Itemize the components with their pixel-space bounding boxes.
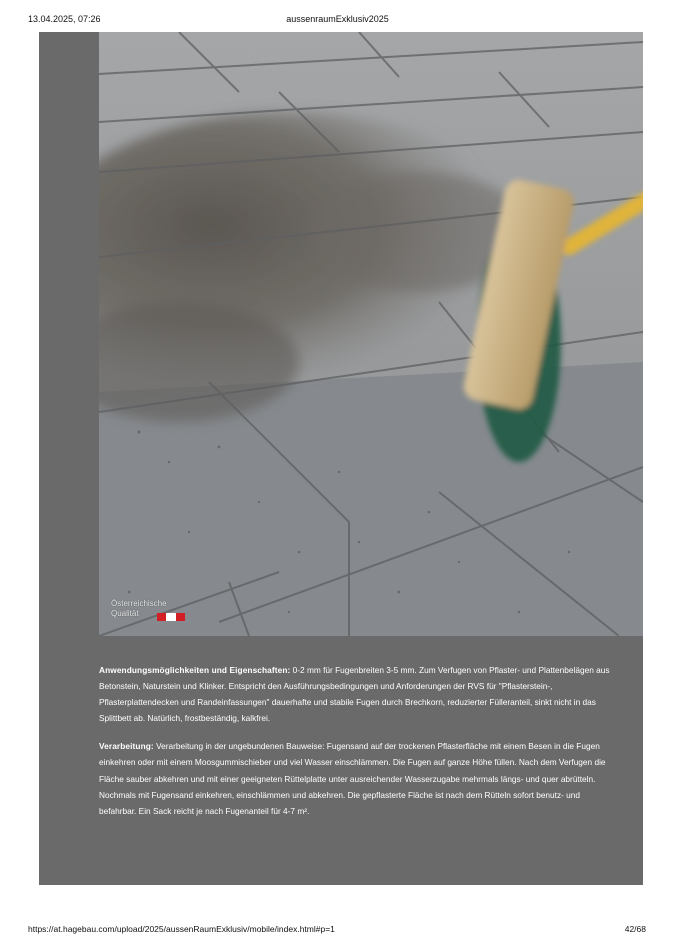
section-applications [99, 662, 619, 726]
print-header [0, 14, 675, 28]
austrian-quality-badge [111, 599, 201, 625]
print-url[interactable]: https://at.hagebau.com/upload/2025/aussenRaumExklusiv/mobile/index.html#p=1 [28, 924, 335, 934]
badge-text-line2: Qualität [111, 609, 139, 618]
austrian-flag-icon [157, 613, 185, 621]
processing-heading: Verarbeitung: [99, 741, 154, 752]
processing-body: Verarbeitung in der ungebundenen Bauweise: Fugensand auf der trockenen Pflasterfläche mit einem Besen in die Fugen einkehren oder mit einem Moosgummischieber und viel Wasser einschlämmen. Die Fugen auf ganze Höhe füllen. Nach dem Verfugen die Fläche sauber abkehren und mit einer geeigneten Rüttelplatte unter ausreichender Wasserzugabe mehrmals längs- und quer abrütteln. Nochmals mit Fugensand einkehren, einschlämmen und abkehren. Die gepflasterte Fläche ist nach dem Rütteln sofort benutz- und befahrbar. Ein Sack reicht je nach Fugenanteil für 4-7 m². [99, 741, 606, 816]
paving-photo [99, 32, 643, 636]
section-processing [99, 738, 619, 818]
badge-text-line1: Österreichische [111, 599, 167, 608]
catalog-page [39, 32, 643, 885]
paving-illustration [99, 32, 643, 636]
print-footer [0, 924, 675, 938]
page-indicator: 42/68 [624, 924, 646, 934]
print-title: aussenraumExklusiv2025 [286, 14, 389, 24]
applications-body: 0-2 mm für Fugenbreiten 3-5 mm. Zum Verfugen von Pflaster- und Plattenbelägen aus Betonstein, Naturstein und Klinker. Entspricht den Ausführungsbedingungen und Anforderungen der RVS für "Pflasterstein-, Pflasterplattendecken und Randeinfassungen" dauerhafte und stabile Fugen durch Brechkorn, reduzierter Fülleranteil, sinkt nicht in das Splittbett ab. Natürlich, frostbeständig, kalkfrei. [99, 665, 610, 724]
print-datetime: 13.04.2025, 07:26 [28, 14, 101, 24]
product-description [99, 662, 619, 831]
applications-heading: Anwendungsmöglichkeiten und Eigenschaften: [99, 665, 291, 675]
